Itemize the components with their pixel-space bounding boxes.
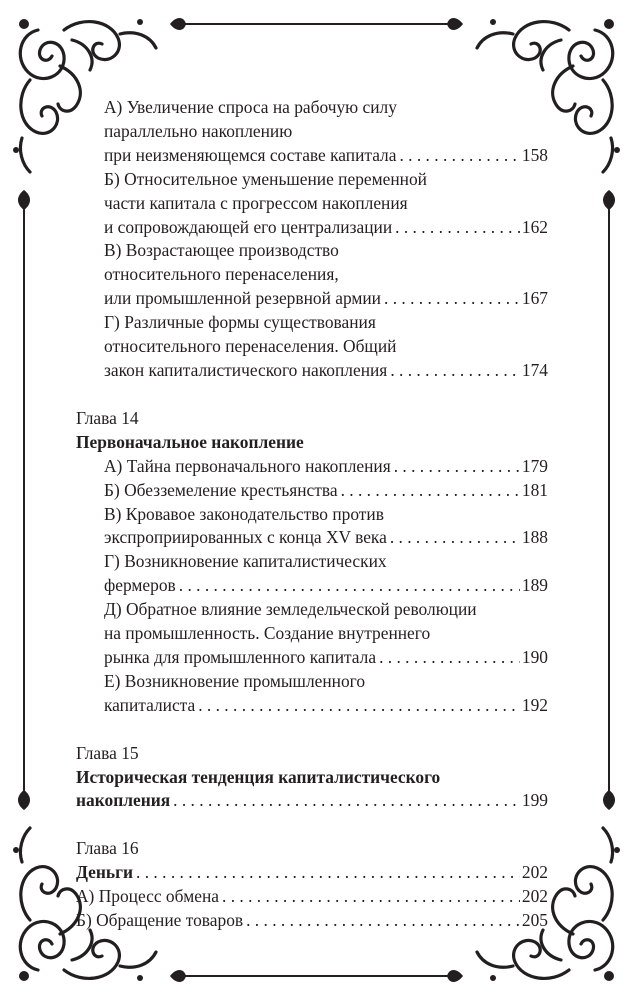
leader-dots [399, 144, 519, 168]
toc-entry-line: относительного перенаселения, [104, 264, 339, 285]
toc-entry-line: Б) Обращение товаров [76, 910, 244, 931]
leader-dots [379, 646, 520, 670]
toc-entry-line: и сопровождающей его централизации [104, 216, 393, 237]
table-of-contents [76, 96, 548, 933]
chapter-15-label: Глава 15 [76, 742, 139, 763]
toc-entry[interactable] [76, 479, 548, 503]
page-number: 158 [521, 144, 548, 165]
chapter-14-label: Глава 14 [76, 407, 139, 428]
toc-entry-line: закон капиталистического накопления [104, 359, 388, 380]
page-number: 202 [521, 886, 548, 907]
toc-entry-line: части капитала с прогрессом накопления [104, 192, 408, 213]
leader-dots [341, 479, 520, 503]
toc-entry-line: фермеров [104, 575, 176, 596]
leader-dots [173, 789, 520, 813]
page-number: 205 [521, 910, 548, 931]
leader-dots [246, 909, 520, 933]
toc-entry-line: рынка для промышленного капитала [104, 646, 377, 667]
toc-entry-line: Деньги [76, 862, 134, 883]
toc-entry[interactable] [76, 909, 548, 933]
toc-entry-line: Е) Возникновение промышленного [104, 670, 366, 691]
toc-entry-line: Б) Обезземеление крестьянства [104, 479, 338, 500]
toc-entry-line: А) Процесс обмена [76, 886, 220, 907]
toc-entry-line: при неизменяющемся составе капитала [104, 144, 397, 165]
toc-entry-line: экспроприированных с конца XV века [104, 527, 387, 548]
page-number: 202 [521, 862, 548, 883]
toc-entry-line: А) Тайна первоначального накопления [104, 455, 391, 476]
page-number: 179 [521, 455, 548, 476]
toc-entry[interactable] [76, 239, 548, 311]
toc-entry-line: накопления [76, 790, 171, 811]
chapter-16-title[interactable] [76, 861, 548, 885]
toc-entry-line: капиталиста [104, 694, 196, 715]
toc-entry-line: Г) Различные формы существования [104, 312, 376, 333]
page-number: 174 [521, 359, 548, 380]
leader-dots [198, 694, 520, 718]
leader-dots [390, 359, 520, 383]
leader-dots [394, 455, 520, 479]
toc-entry[interactable] [76, 885, 548, 909]
toc-entry-line: Б) Относительное уменьшение переменной [104, 168, 427, 189]
toc-entry-line: относительного перенаселения. Общий [104, 336, 397, 357]
leader-dots [384, 287, 520, 311]
chapter-14-title[interactable]: Первоначальное накопление [76, 431, 304, 452]
page-number: 190 [521, 646, 548, 667]
leader-dots [136, 861, 520, 885]
page-number: 188 [521, 527, 548, 548]
toc-entry-line: Историческая тенденция капиталистического [76, 766, 441, 787]
toc-entry[interactable] [76, 550, 548, 598]
chapter-15-title[interactable] [76, 766, 548, 814]
toc-entry-line: на промышленность. Создание внутреннего [104, 623, 431, 644]
leader-dots [179, 574, 520, 598]
page-number: 192 [521, 694, 548, 715]
page-number: 167 [521, 288, 548, 309]
toc-entry-line: Д) Обратное влияние земледельческой революции [104, 599, 477, 620]
page-number: 162 [521, 216, 548, 237]
toc-entry[interactable] [76, 503, 548, 551]
toc-entry-line: Г) Возникновение капиталистических [104, 551, 387, 572]
toc-entry-line: параллельно накоплению [104, 120, 293, 141]
toc-entry-line: или промышленной резервной армии [104, 288, 381, 309]
toc-entry[interactable] [76, 311, 548, 383]
page-number: 181 [521, 479, 548, 500]
toc-entry[interactable] [76, 96, 548, 168]
chapter-16-label: Глава 16 [76, 838, 139, 859]
toc-entry[interactable] [76, 455, 548, 479]
page-number: 199 [521, 790, 548, 811]
toc-entry[interactable] [76, 168, 548, 240]
toc-entry[interactable] [76, 598, 548, 670]
leader-dots [390, 526, 520, 550]
toc-entry-line: В) Кровавое законодательство против [104, 503, 384, 524]
leader-dots [395, 216, 520, 240]
toc-entry-line: В) Возрастающее производство [104, 240, 339, 261]
page-number: 189 [521, 575, 548, 596]
toc-entry-line: А) Увеличение спроса на рабочую силу [104, 97, 397, 117]
toc-entry[interactable] [76, 670, 548, 718]
leader-dots [222, 885, 520, 909]
